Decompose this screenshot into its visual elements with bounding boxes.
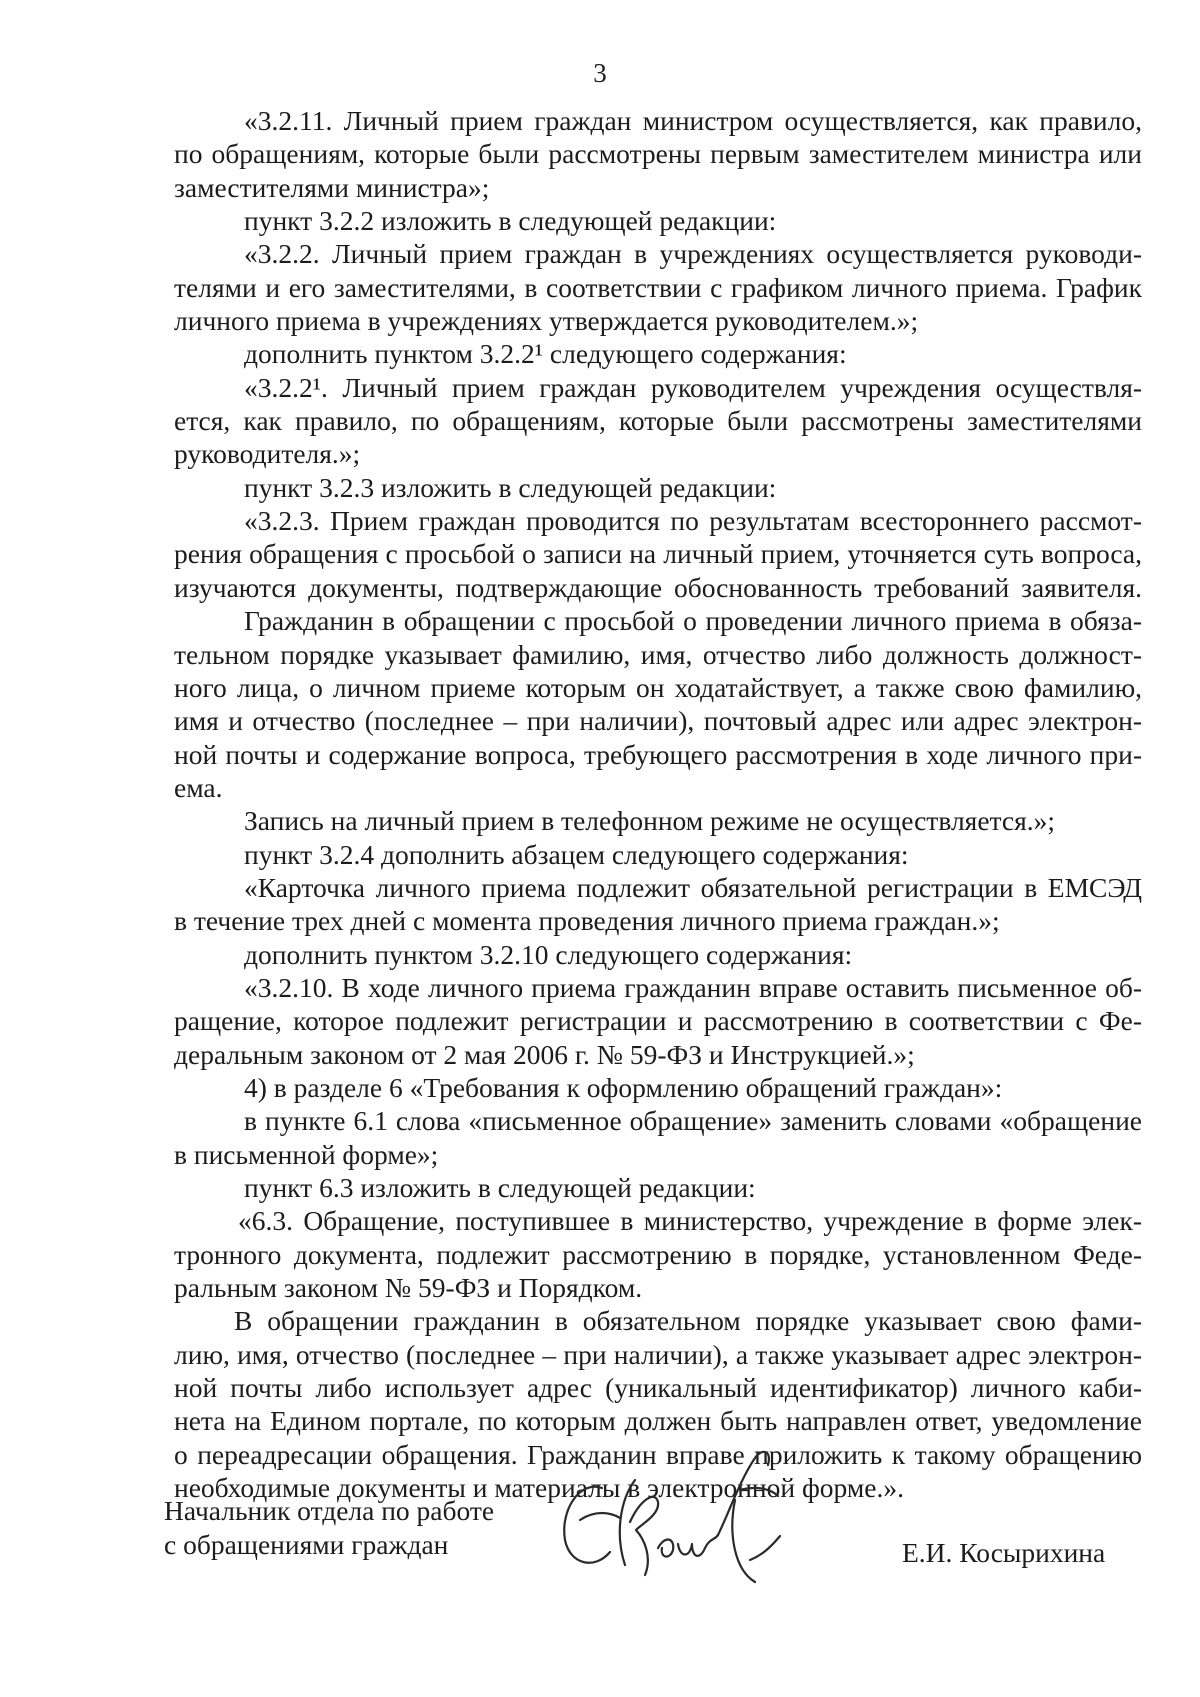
text-line: пункт 3.2.3 изложить в следующей редакции: — [244, 471, 777, 503]
text-line: ется, как правило, по обращениям, которые были рассмотрены заместителями — [174, 405, 1142, 437]
text-line: в пункте 6.1 слова «письменное обращение» заменить словами «обращение — [244, 1105, 1142, 1137]
signatory-position-line-1: Начальник отдела по работе — [164, 1495, 495, 1526]
signatory-name: Е.И. Косырихина — [902, 1537, 1106, 1568]
text-line: личного приема в учреждениях утверждается руководителем.»; — [174, 305, 919, 337]
text-line: «6.3. Обращение, поступившее в министерство, учреждение в форме элек- — [238, 1205, 1142, 1237]
text-line: ральным законом № 59-ФЗ и Порядком. — [174, 1272, 643, 1304]
text-line: телями и его заместителями, в соответствии с графиком личного приема. График — [174, 271, 1142, 303]
document-body — [174, 104, 1142, 1504]
text-line: ема. — [174, 771, 223, 803]
text-line: «3.2.3. Прием граждан проводится по результатам всестороннего рассмот- — [244, 505, 1142, 537]
text-line: рения обращения с просьбой о записи на личный прием, уточняется суть вопроса, — [174, 538, 1142, 570]
page-number: 3 — [593, 58, 607, 88]
text-line: в письменной форме»; — [174, 1138, 439, 1170]
text-line: деральным законом от 2 мая 2006 г. № 59-ФЗ и Инструкцией.»; — [174, 1038, 915, 1070]
signatory-position — [164, 1494, 494, 1562]
text-line: изучаются документы, подтверждающие обоснованность требований заявителя. — [174, 571, 1142, 603]
text-line: Запись на личный прием в телефонном режиме не осуществляется.»; — [244, 805, 1055, 837]
text-line: «3.2.2¹. Личный прием граждан руководителем учреждения осуществля- — [244, 371, 1142, 403]
signatory-position-line-2: с обращениями граждан — [164, 1529, 449, 1560]
paragraph-lines — [174, 104, 1142, 1504]
text-line: дополнить пунктом 3.2.2¹ следующего содержания: — [244, 338, 847, 370]
text-line: «3.2.11. Личный прием граждан министром осуществляется, как правило, — [244, 105, 1142, 136]
text-line: руководителя.»; — [174, 438, 361, 470]
text-line: лию, имя, отчество (последнее – при наличии), а также указывает адрес электрон- — [174, 1338, 1142, 1370]
text-line: имя и отчество (последнее – при наличии), почтовый адрес или адрес электрон- — [174, 705, 1142, 737]
text-line: о переадресации обращения. Гражданин вправе приложить к такому обращению — [174, 1438, 1142, 1470]
text-line: пункт 3.2.2 изложить в следующей редакции: — [244, 205, 777, 237]
text-line: необходимые документы и материалы в электронной форме.». — [174, 1472, 904, 1504]
text-line: В обращении гражданин в обязательном порядке указывает свою фами- — [234, 1305, 1142, 1337]
text-line: пункт 6.3 изложить в следующей редакции: — [244, 1172, 756, 1203]
text-line: ного лица, о личном приеме которым он ходатайствует, а также свою фамилию, — [174, 671, 1142, 703]
handwritten-signature — [540, 1440, 800, 1590]
text-line: нета на Едином портале, по которым должен быть направлен ответ, уведомление — [174, 1405, 1142, 1437]
text-line: пункт 3.2.4 дополнить абзацем следующего содержания: — [244, 838, 909, 870]
text-line: ращение, которое подлежит регистрации и рассмотрению в соответствии с Фе- — [174, 1005, 1142, 1037]
text-line: дополнить пунктом 3.2.10 следующего содержания: — [244, 938, 853, 970]
text-line: «3.2.10. В ходе личного приема гражданин вправе оставить письменное об- — [244, 971, 1142, 1003]
text-line: «Карточка личного приема подлежит обязательной регистрации в ЕМСЭД — [244, 871, 1142, 903]
text-line: заместителями министра»; — [174, 171, 490, 203]
text-line: ной почты и содержание вопроса, требующего рассмотрения в ходе личного при- — [174, 738, 1142, 770]
text-line: ной почты либо использует адрес (уникальный идентификатор) личного каби- — [174, 1372, 1142, 1404]
text-line: тронного документа, подлежит рассмотрению в порядке, установленном Феде- — [174, 1238, 1142, 1270]
text-line: тельном порядке указывает фамилию, имя, отчество либо должность должност- — [174, 638, 1142, 670]
text-line: по обращениям, которые были рассмотрены первым заместителем министра или — [174, 138, 1142, 170]
text-line: в течение трех дней с момента проведения личного приема граждан.»; — [174, 905, 1000, 937]
text-line: «3.2.2. Личный прием граждан в учреждениях осуществляется руководи- — [244, 238, 1142, 270]
text-line: 4) в разделе 6 «Требования к оформлению обращений граждан»: — [244, 1071, 1003, 1103]
text-line: Гражданин в обращении с просьбой о проведении личного приема в обяза- — [244, 605, 1142, 637]
